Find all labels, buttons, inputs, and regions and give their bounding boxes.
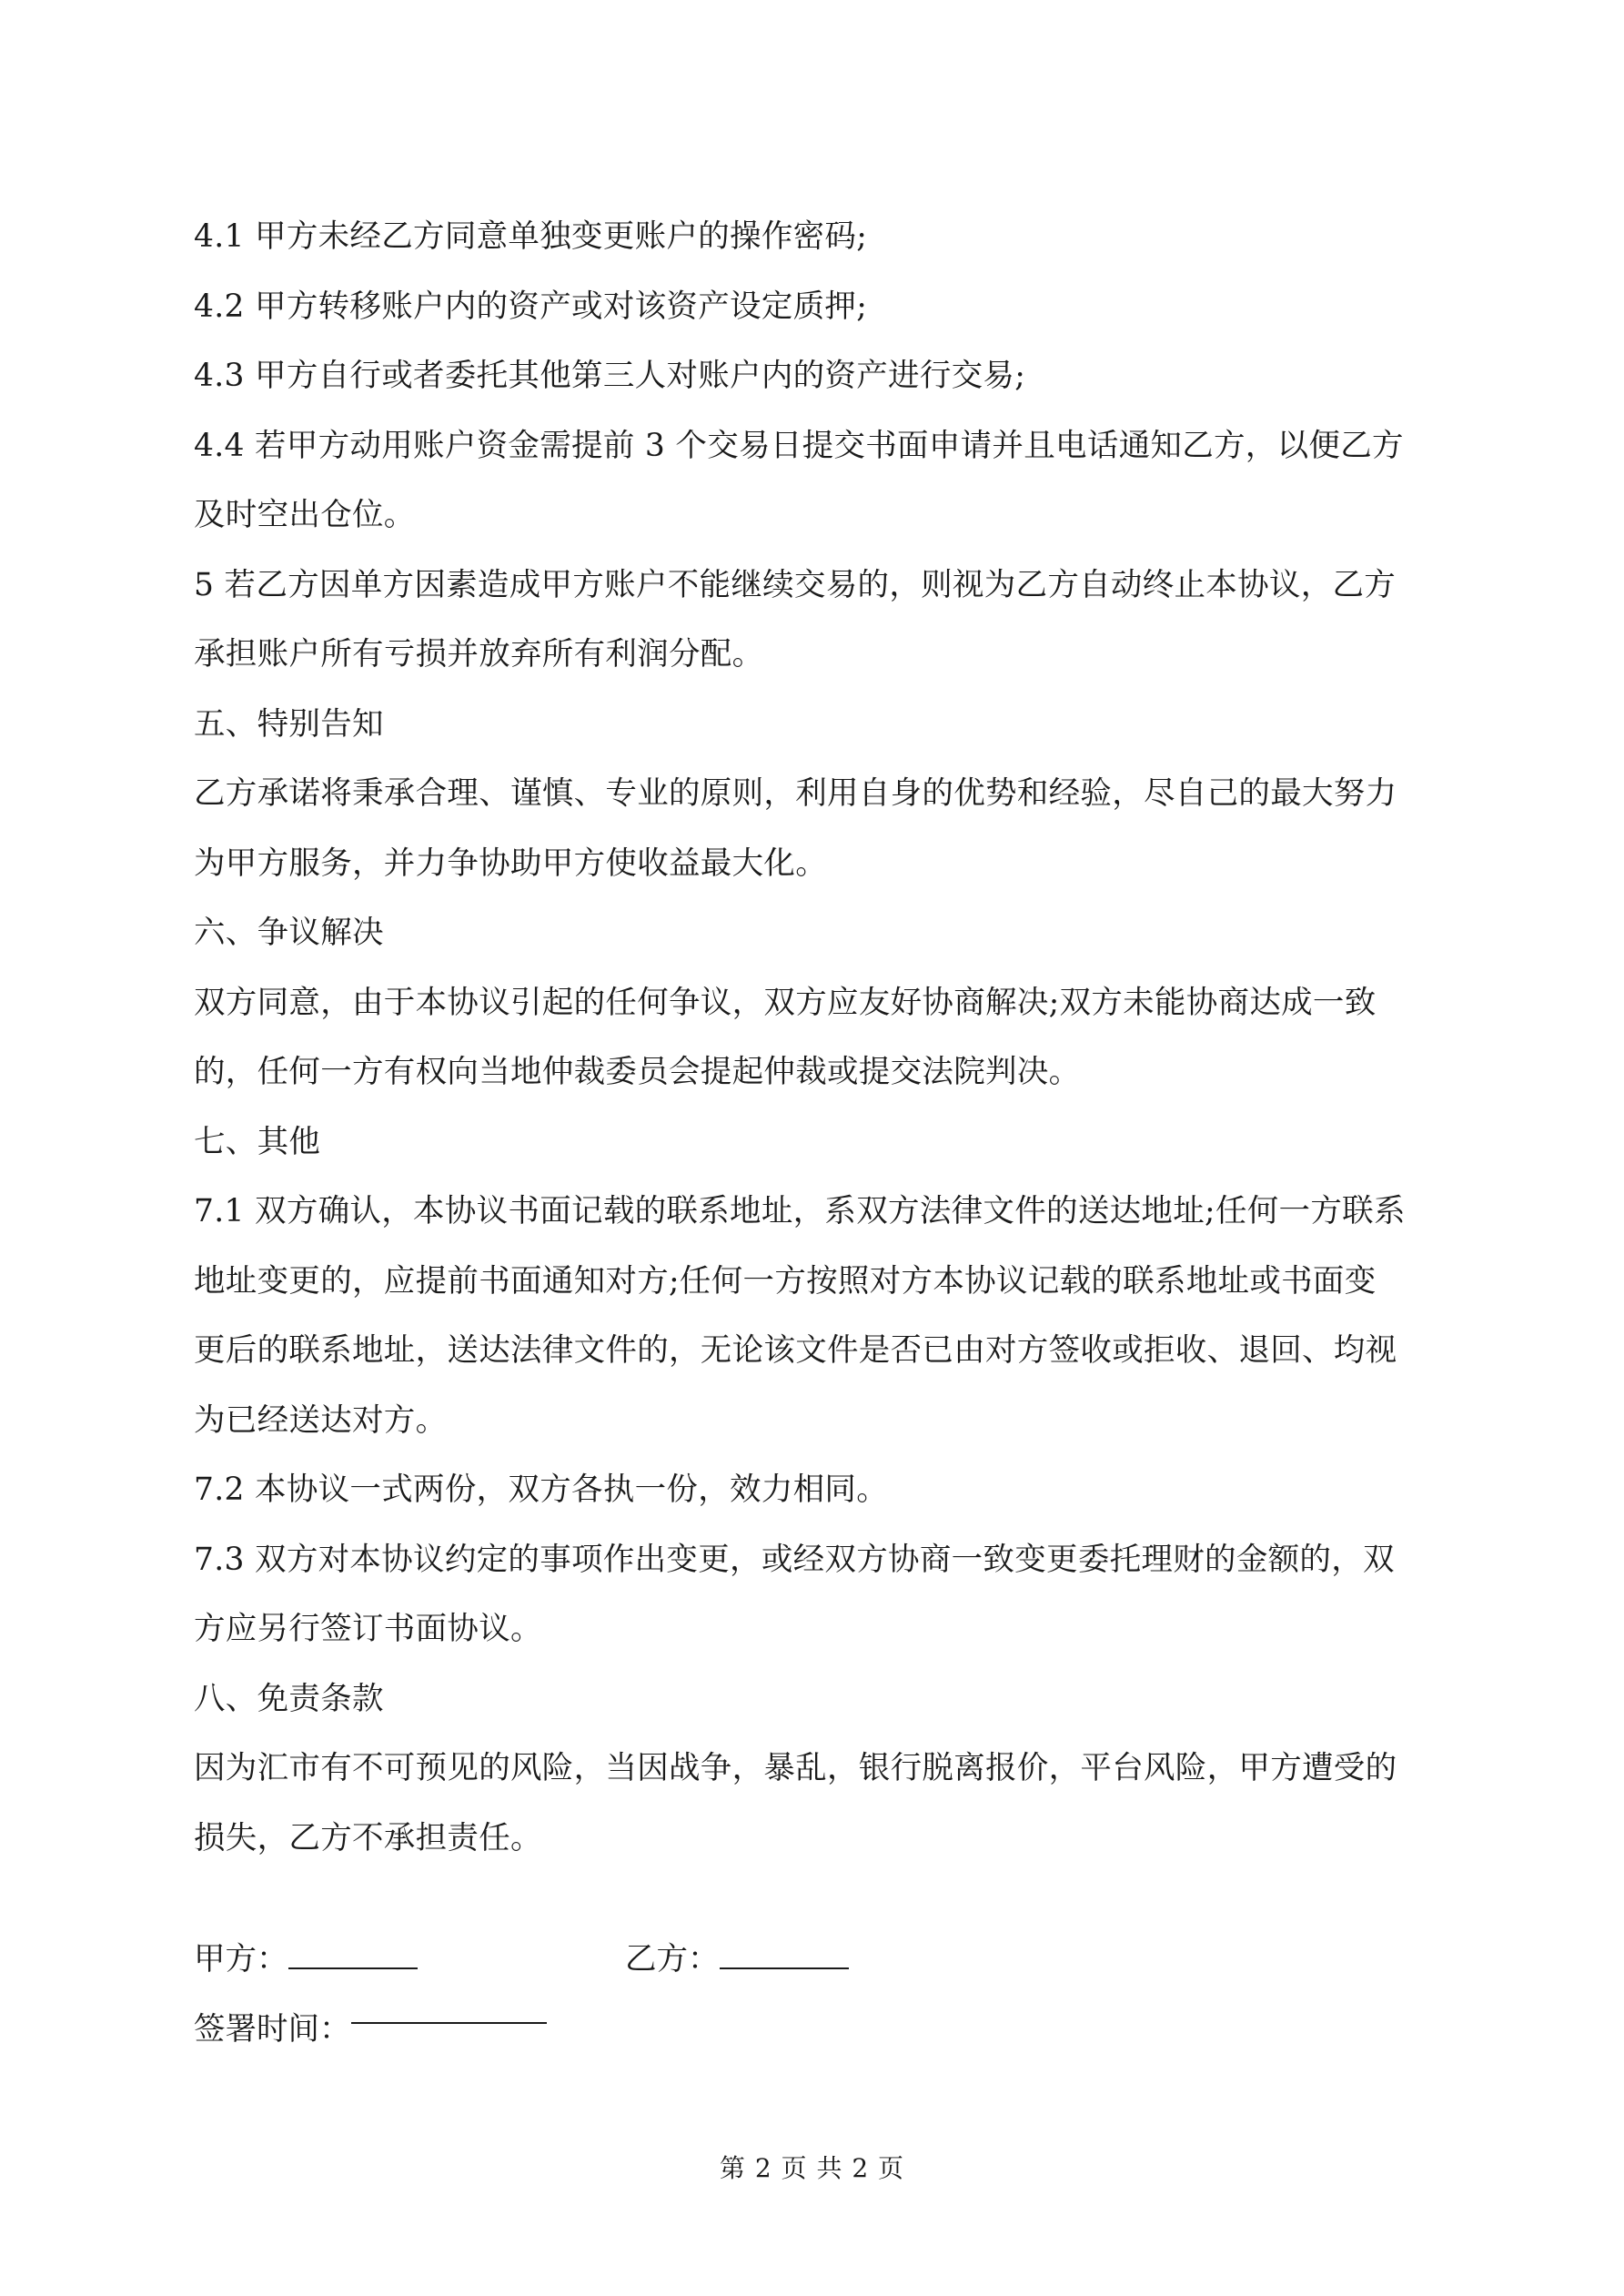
party-b-signature-line [720, 1940, 849, 1969]
clause-line: 4.4 若甲方动用账户资金需提前 3 个交易日提交书面申请并且电话通知乙方，以便乙方 [194, 427, 1404, 464]
clause-line: 承担账户所有亏损并放弃所有利润分配。 [194, 636, 764, 673]
clause-line: 为甲方服务，并力争协助甲方使收益最大化。 [194, 845, 827, 882]
party-a-label: 甲方： [194, 1941, 288, 1977]
section-heading: 六、争议解决 [194, 915, 384, 951]
clause-line: 7.1 双方确认，本协议书面记载的联系地址，系双方法律文件的送达地址;任何一方联系 [194, 1193, 1406, 1229]
signature-row [194, 1925, 1440, 1995]
clause-line: 乙方承诺将秉承合理、谨慎、专业的原则，利用自身的优势和经验，尽自己的最大努力 [194, 775, 1397, 812]
section-heading: 八、免责条款 [194, 1680, 384, 1717]
clause-line: 为已经送达对方。 [194, 1401, 448, 1439]
clause-line: 地址变更的，应提前书面通知对方;任何一方按照对方本协议记载的联系地址或书面变 [194, 1262, 1377, 1300]
page-number: 第 2 页 共 2 页 [719, 2153, 905, 2183]
clause-line: 7.2 本协议一式两份，双方各执一份，效力相同。 [194, 1472, 889, 1508]
clause-line: 7.3 双方对本协议约定的事项作出变更，或经双方协商一致变更委托理财的金额的，双 [194, 1541, 1395, 1578]
sign-date-label: 签署时间： [194, 2010, 351, 2048]
section-heading: 五、特别告知 [194, 705, 384, 743]
clause-line: 4.1 甲方未经乙方同意单独变更账户的操作密码; [194, 218, 868, 255]
clause-line: 的，任何一方有权向当地仲裁委员会提起仲裁或提交法院判决。 [194, 1054, 1081, 1090]
party-a-signature-line [288, 1940, 418, 1969]
party-b-label: 乙方： [625, 1941, 720, 1977]
clause-line: 4.2 甲方转移账户内的资产或对该资产设定质押; [194, 288, 868, 325]
party-a-signature [194, 1925, 625, 1995]
clause-line: 方应另行签订书面协议。 [194, 1611, 542, 1647]
document-body [194, 202, 1440, 2064]
clause-line: 4.3 甲方自行或者委托其他第三人对账户内的资产进行交易; [194, 358, 1026, 394]
clause-line: 更后的联系地址，送达法律文件的，无论该文件是否已由对方签收或拒收、退回、均视 [194, 1332, 1397, 1369]
clause-line: 因为汇市有不可预见的风险，当因战争，暴乱，银行脱离报价，平台风险，甲方遭受的 [194, 1750, 1397, 1786]
spacer [194, 1873, 1440, 1925]
clause-line: 5 若乙方因单方因素造成甲方账户不能继续交易的，则视为乙方自动终止本协议，乙方 [194, 566, 1397, 603]
clause-line: 损失，乙方不承担责任。 [194, 1819, 542, 1856]
party-b-signature [625, 1925, 849, 1995]
date-row [194, 1995, 1440, 2065]
section-heading: 七、其他 [194, 1123, 321, 1160]
clause-line: 及时空出仓位。 [194, 497, 416, 533]
sign-date-line [351, 1995, 547, 2024]
clause-line: 双方同意，由于本协议引起的任何争议，双方应友好协商解决;双方未能协商达成一致 [194, 984, 1377, 1021]
